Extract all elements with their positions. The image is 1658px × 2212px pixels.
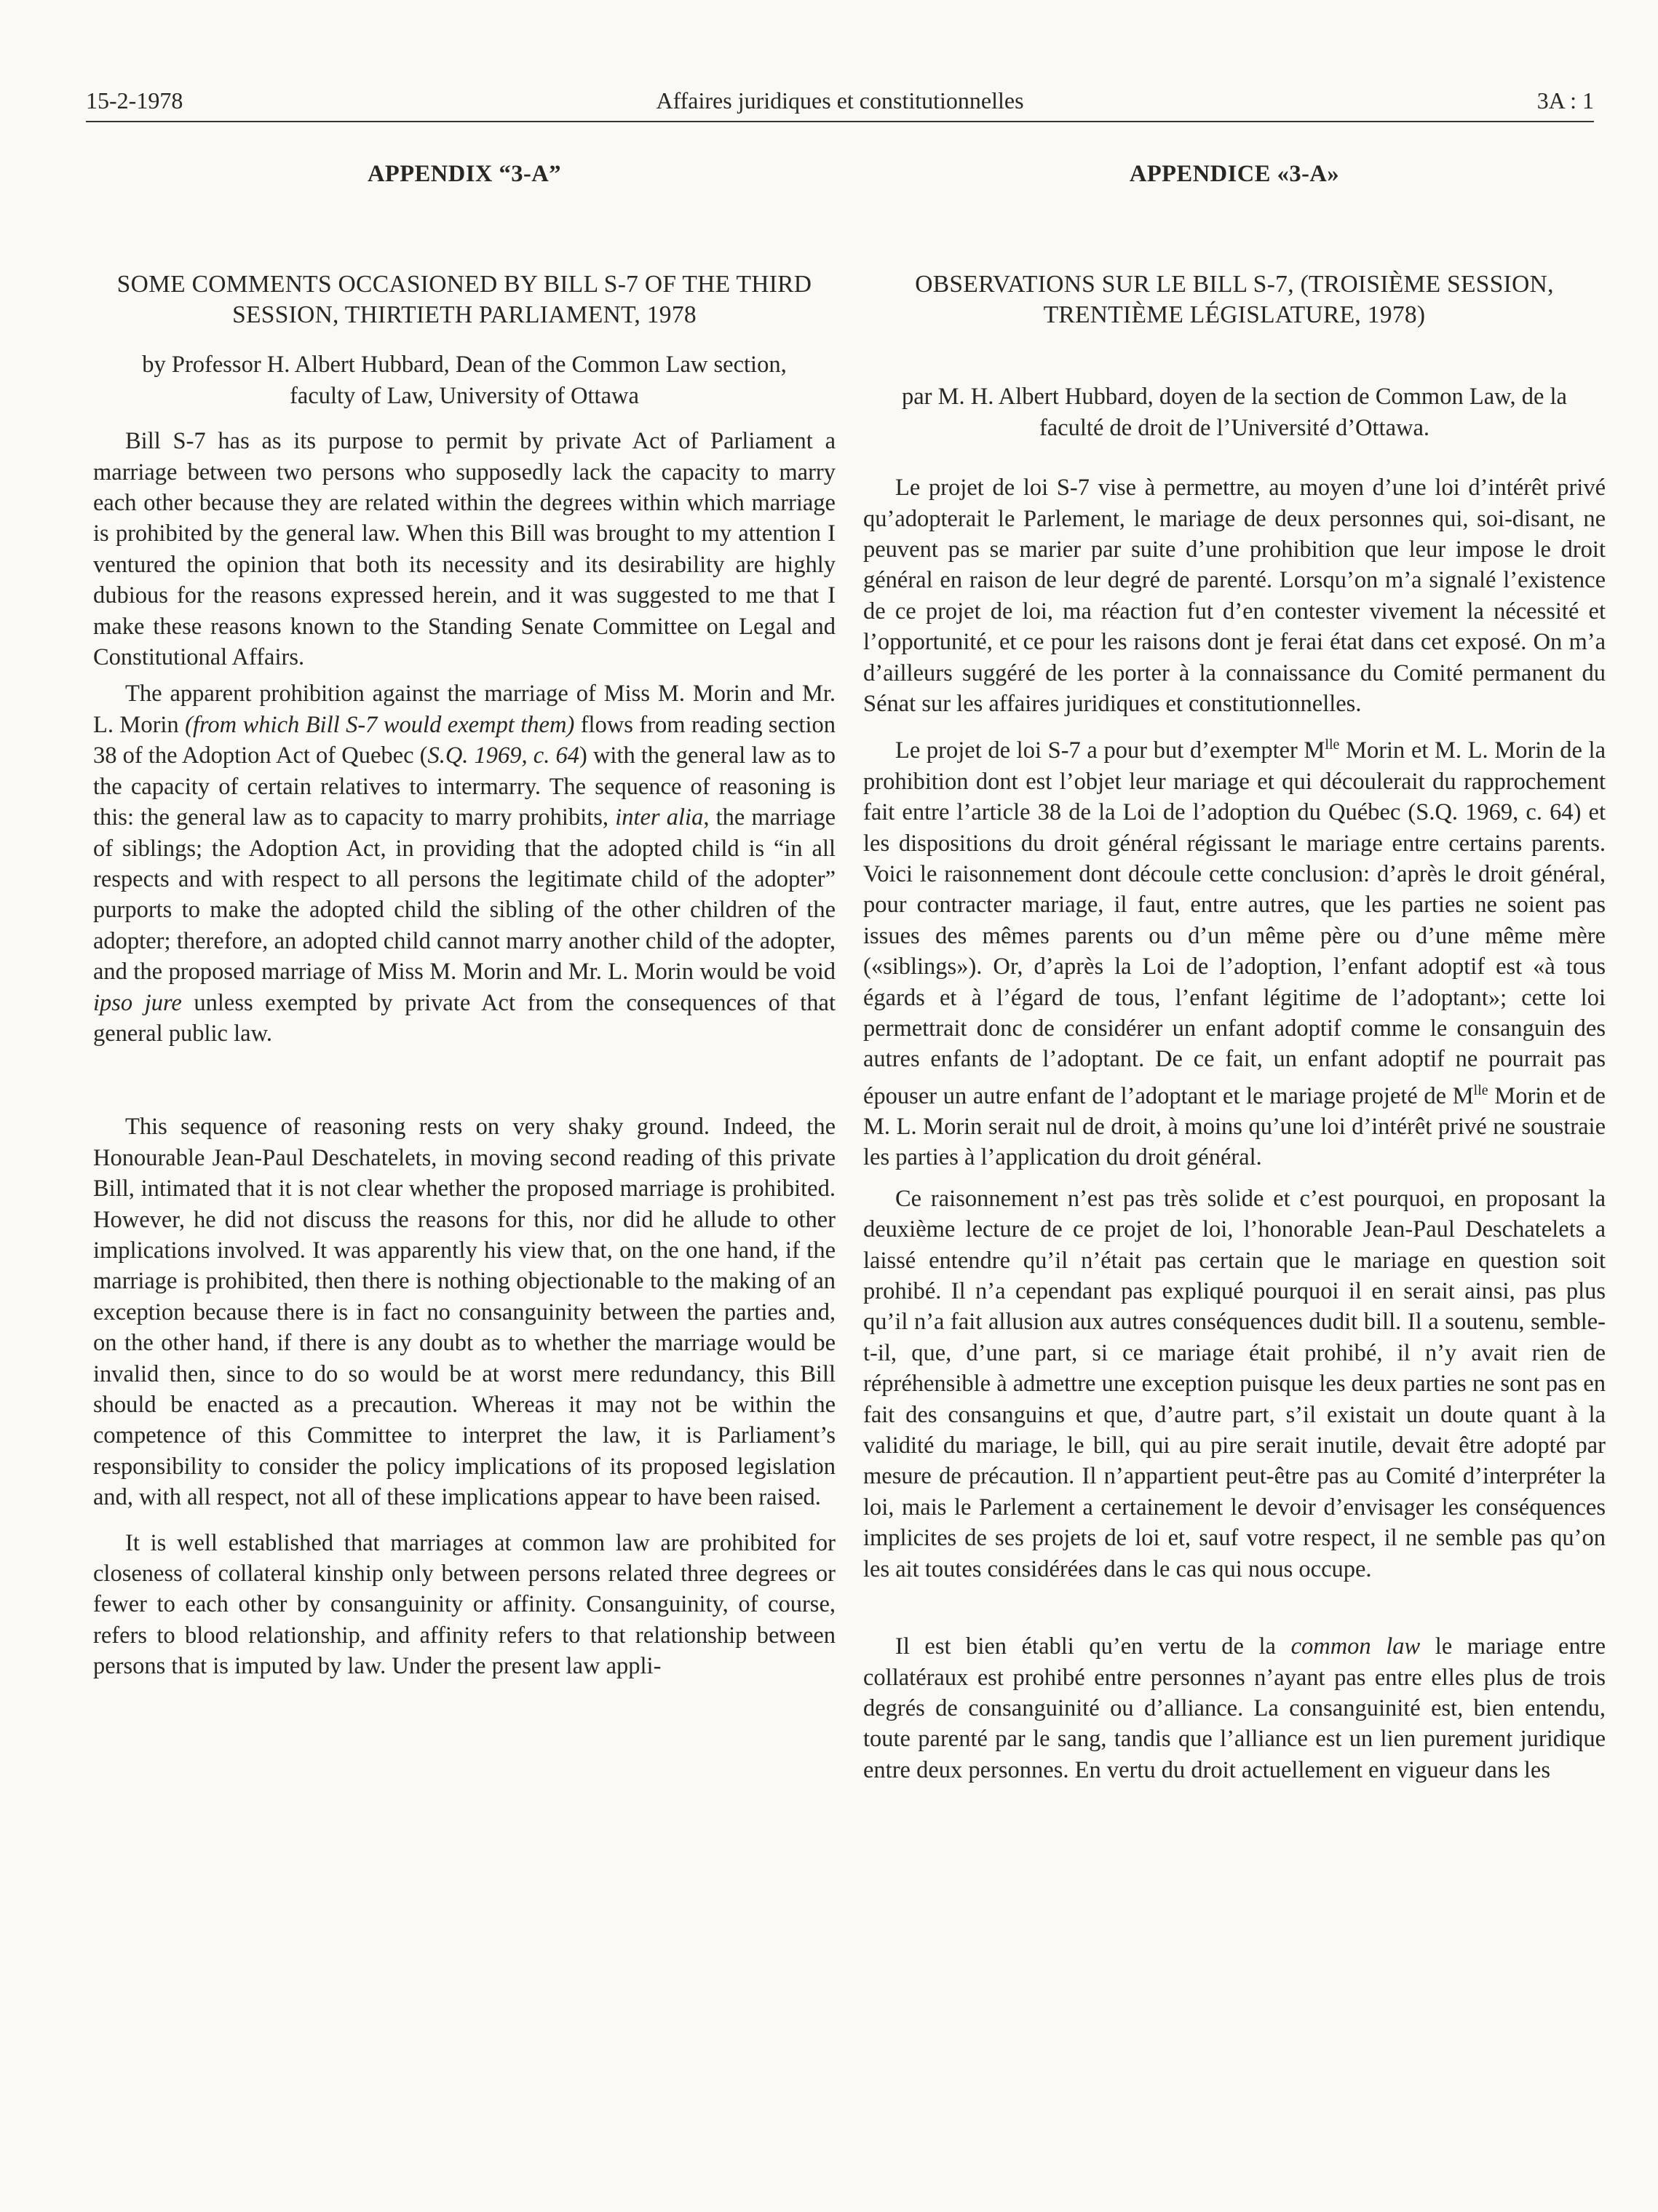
text-run: The apparent prohibition against the marriage of Miss M. Morin and Mr. L. Morin [93,681,836,738]
byline: par M. H. Albert Hubbard, doyen de la section de Common Law, de la faculté de droit de l’Université d’Ottawa. [902,384,1567,441]
byline: by Professor H. Albert Hubbard, Dean of the Common Law section, faculty of Law, University of Ottawa [142,352,787,409]
text-run: unless exempted by private Act from the consequences of that general public law. [93,989,836,1047]
italic-text: S.Q. 1969, c. 64 [427,742,579,769]
header-title: Affaires juridiques et constitutionnelles [656,87,1024,114]
text-run: Il est bien établi qu’en vertu de la [895,1633,1291,1660]
text-run: Morin et M. L. Morin de la prohibition dont est l’objet leur mariage et qui découlerait du rapprochement fait entre l’article 38 de la Loi de l’adoption du Québec (S.Q. 1969, c. 64) et les dispositions du droit général régissant le mariage entre certains parents. Voici le raisonnement dont découle cette conclusion: d’après le droit général, pour contracter mariage, il faut, entre autres, que les parties ne soient pas issues des mêmes parents ou d’un même père ou d’une même mère («siblings»). Or, d’après la Loi de l’adoption, l’enfant adoptif est «à tous égards et à l’égard de tous, l’enfant légitime de l’adoptant»; cette loi permettrait donc de considérer un enfant adoptif comme le consanguin des autres enfants de l’adoptant. De ce fait, un enfant adoptif ne pourrait pas épouser un autre enfant de l’adoptant et le mariage projeté de M [863,737,1606,1109]
running-header [86,86,1594,122]
paragraph: Le projet de loi S-7 vise à permettre, au moyen d’une loi d’intérêt privé qu’adopterait le Parlement, le mariage de deux personnes qui, soi-disant, ne peuvent pas se marier par suite d’une prohibition que leur impose le droit général en raison de leur degré de parenté. Lorsqu’on m’a signalé l’existence de ce projet de loi, ma réaction fut d’en contester vivement la nécessité et l’opportunité, et ce pour les raisons dont je ferai état dans cet exposé. On m’a d’ailleurs suggéré de les porter à la connaissance du Comité permanent du Sénat sur les affaires juridiques et constitutionnelles. [863,475,1606,718]
spacer [863,1585,1606,1631]
text-run: le mariage entre collatéraux est prohibé entre personnes n’ayant pas entre elles plus de trois degrés de consanguinité ou d’alliance. La consanguinité est, bien entendu, toute parenté par le sang, tandis que l’alliance est un lien purement juridique entre deux personnes. En vertu du droit actuellement en vigueur dans les [863,1633,1606,1783]
paragraph: Ce raisonnement n’est pas très solide et c’est pourquoi, en proposant la deuxième lecture de ce projet de loi, l’honorable Jean-Paul Deschatelets a laissé entendre qu’il n’était pas certain que le mariage en question soit prohibé. Il n’a cependant pas expliqué pourquoi il en serait ainsi, pas plus qu’il n’a fait allusion aux autres conséquences dudit bill. Il a soutenu, semble-t-il, que, d’une part, si ce mariage était prohibé, il n’y avait rien de répréhensible à admettre une exception puisque les deux parties ne sont pas en fait des consanguins et que, d’autre part, s’il existait un doute quant à la validité du mariage, le bill, qui au pire serait inutile, devait être adopté par mesure de précaution. Il n’appartient peut-être pas au Comité d’interpréter la loi, mais le Parlement a certainement le devoir d’envisager les conséquences implicites de ses projets de loi et, sauf votre respect, il ne semble pas qu’on les ait toutes considérées dans le cas qui nous occupe. [863,1185,1606,1582]
text-run: flows from reading section 38 of the Adoption Act of Quebec ( [93,711,836,769]
appendix-heading: APPENDICE «3-A» [1129,161,1340,187]
paragraph [93,678,836,1049]
paragraph [863,729,1606,1173]
appendix-heading: APPENDIX “3-A” [367,161,562,187]
italic-text: (from which Bill S-7 would exempt them) [185,711,575,738]
spacer [863,189,1606,269]
header-page-ref: 3A : 1 [1536,87,1594,114]
italic-text: common law [1290,1633,1421,1660]
spacer [93,673,836,678]
spacer [93,1049,836,1111]
superscript: lle [1325,737,1340,753]
document-title: OBSERVATIONS SUR LE BILL S-7, (TROISIÈME SESSION, TRENTIÈME LÉGISLATURE, 1978) [915,271,1554,329]
spacer [93,1513,836,1528]
text-run: Le projet de loi S-7 a pour but d’exempter M [895,737,1325,764]
paragraph: It is well established that marriages at common law are prohibited for closeness of collateral kinship only between persons related three degrees or fewer to each other by consanguinity or affinity. Consanguinity, of course, refers to blood relationship, and affinity refers to that relationship between persons that is imputed by law. Under the present law appli- [93,1529,836,1680]
spacer [93,330,836,349]
spacer [863,443,1606,472]
document-title: SOME COMMENTS OCCASIONED BY BILL S-7 OF THE THIRD SESSION, THIRTIETH PARLIAMENT, 1978 [116,271,812,329]
text-run: ) with the general law as to the capacity of certain relatives to intermarry. The sequence of reasoning is this: the general law as to capacity to marry prohibits, [93,742,836,831]
paragraph: Bill S-7 has as its purpose to permit by private Act of Parliament a marriage between two persons who supposedly lack the capacity to marry each other because they are related within the degrees within which marriage is prohibited by the general law. When this Bill was brought to my attention I ventured the opinion that both its necessity and its desirability are highly dubious for the reasons expressed herein, and it was suggested to me that I make these reasons known to the Standing Senate Committee on Legal and Constitutional Affairs. [93,428,836,671]
text-run: , the marriage of siblings; the Adoption Act, in providing that the adopted child is “in all respects and with respect to all persons the legitimate child of the adopter” purports to make the adopted child the sibling of the other children of the adopter; therefore, an adopted child cannot marry another child of the adopter, and the proposed marriage of Miss M. Morin and Mr. L. Morin would be void [93,804,836,986]
spacer [93,189,836,269]
italic-text: inter alia [615,804,704,831]
header-rule [86,121,1594,122]
french-column [863,159,1606,1785]
spacer [93,411,836,426]
spacer [863,719,1606,729]
italic-text: ipso jure [93,989,182,1016]
superscript: lle [1473,1082,1488,1098]
paragraph [863,1631,1606,1785]
header-date: 15-2-1978 [86,87,183,114]
spacer [863,1173,1606,1184]
text-run: Morin et de M. L. Morin serait nul de droit, à moins qu’une loi d’intérêt privé ne soustraie les parties à l’application du droit général. [863,1082,1606,1171]
english-column [93,159,836,1682]
paragraph: This sequence of reasoning rests on very shaky ground. Indeed, the Honourable Jean-Paul Deschatelets, in moving second reading of this private Bill, intimated that it is not clear whether the proposed marriage is prohibited. However, he did not discuss the reasons for this, nor did he allude to other implications involved. It was apparently his view that, on the one hand, if the marriage is prohibited, then there is nothing objectionable to the making of an exception because there is in fact no consanguinity between the parties and, on the other hand, if there is any doubt as to whether the marriage would be invalid then, since to do so would be at worst mere redundancy, this Bill should be enacted as a precaution. Whereas it may not be within the competence of this Committee to interpret the law, it is Parliament’s responsibility to consider the policy implications of its proposed legislation and, with all respect, not all of these implications appear to have been raised. [93,1114,836,1511]
spacer [863,330,1606,381]
